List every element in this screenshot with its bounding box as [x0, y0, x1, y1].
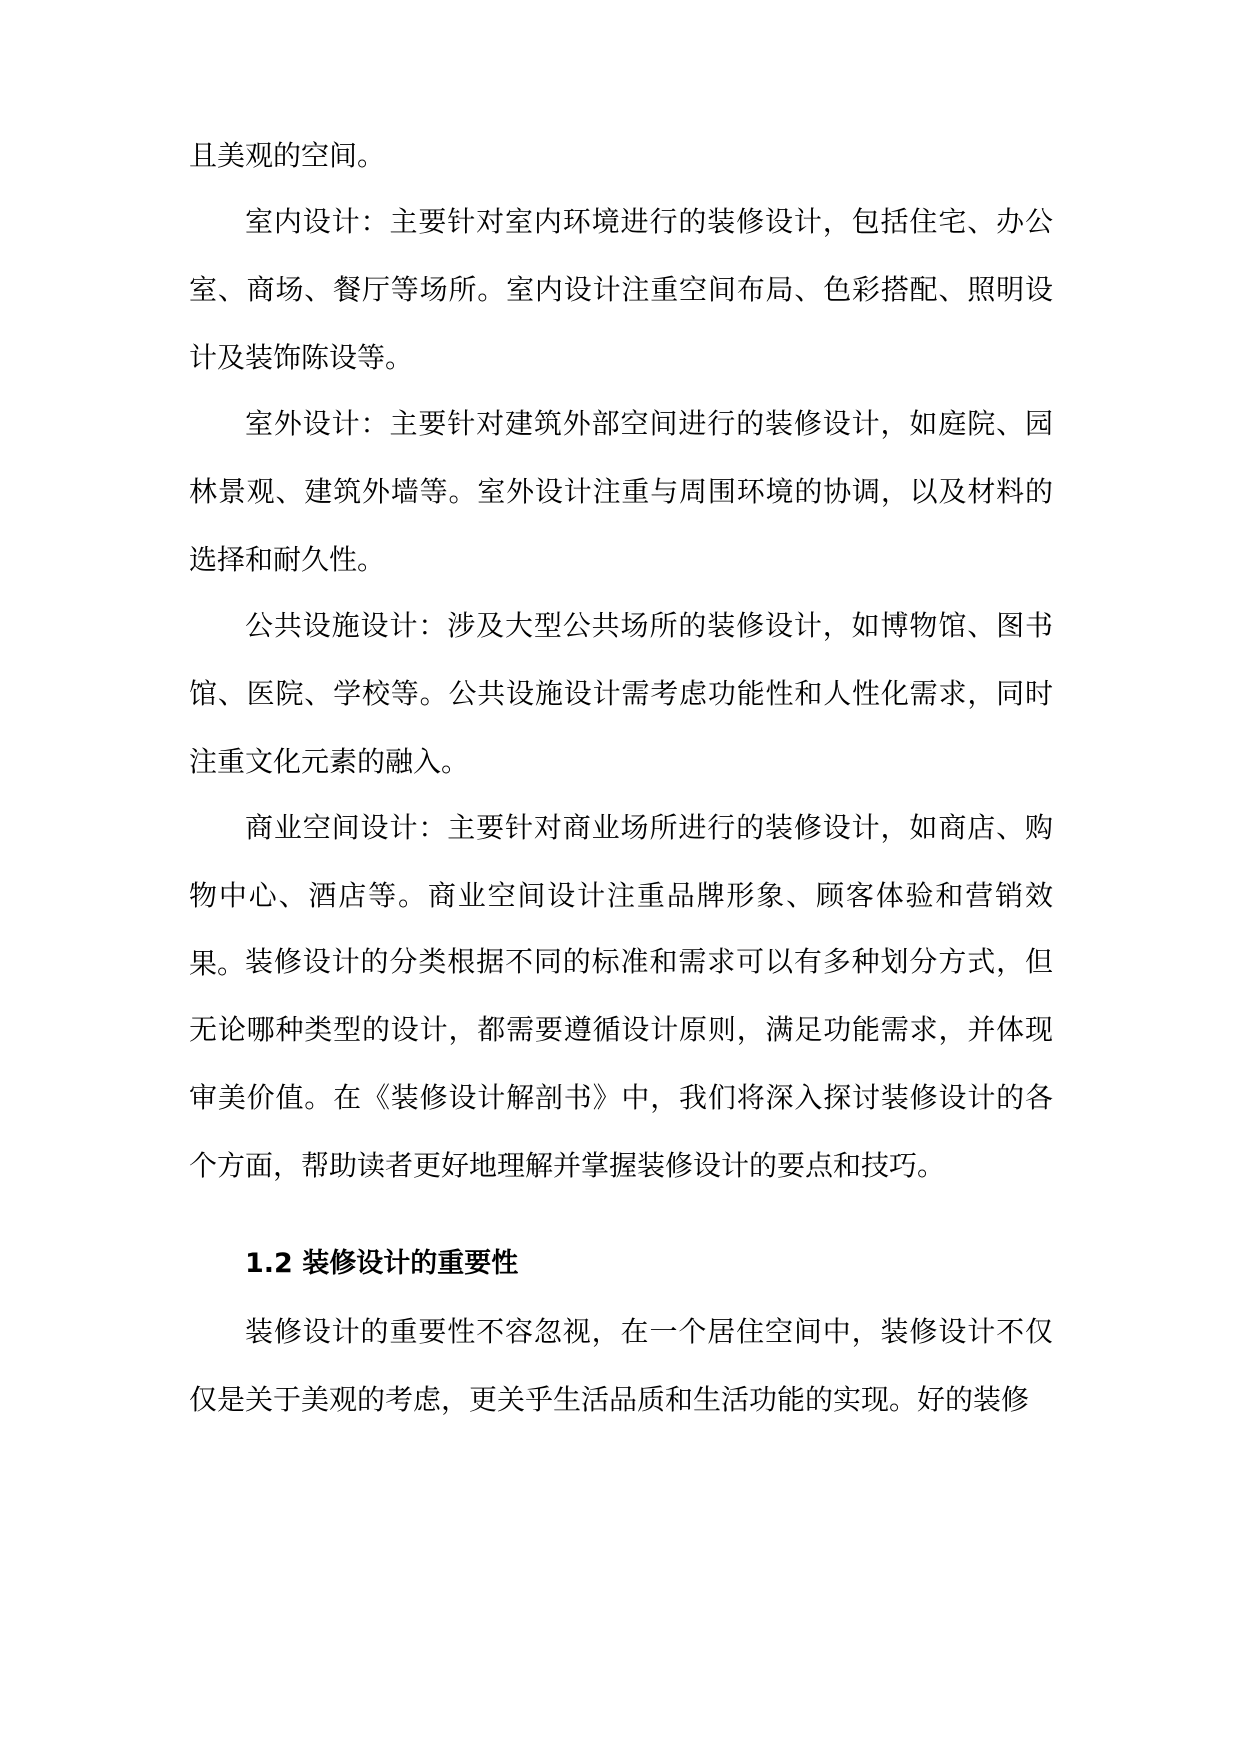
paragraph-interior-design: 室内设计：主要针对室内环境进行的装修设计，包括住宅、办公室、商场、餐厅等场所。室内设计注重空间布局、色彩搭配、照明设计及装饰陈设等。 — [189, 205, 1053, 374]
section-heading-importance: 1.2 装修设计的重要性 — [245, 1248, 519, 1279]
paragraph-public-facility-design: 公共设施设计：涉及大型公共场所的装修设计，如博物馆、图书馆、医院、学校等。公共设施设计需考虑功能性和人性化需求，同时注重文化元素的融入。 — [189, 609, 1053, 778]
paragraph-commercial-space-design: 商业空间设计：主要针对商业场所进行的装修设计，如商店、购物中心、酒店等。商业空间设计注重品牌形象、顾客体验和营销效果。 — [189, 811, 1053, 980]
paragraph-continuation: 且美观的空间。 — [189, 139, 386, 172]
paragraph-importance: 装修设计的重要性不容忽视，在一个居住空间中，装修设计不仅仅是关于美观的考虑，更关乎生活品质和生活功能的实现。好的装修 — [189, 1315, 1053, 1416]
paragraph-exterior-design: 室外设计：主要针对建筑外部空间进行的装修设计，如庭院、园林景观、建筑外墙等。室外设计注重与周围环境的协调，以及材料的选择和耐久性。 — [189, 407, 1053, 576]
paragraph-classification-summary: 装修设计的分类根据不同的标准和需求可以有多种划分方式，但无论哪种类型的设计，都需要遵循设计原则，满足功能需求，并体现审美价值。在《装修设计解剖书》中，我们将深入探讨装修设计的各个方面，帮助读者更好地理解并掌握装修设计的要点和技巧。 — [189, 945, 1053, 1182]
